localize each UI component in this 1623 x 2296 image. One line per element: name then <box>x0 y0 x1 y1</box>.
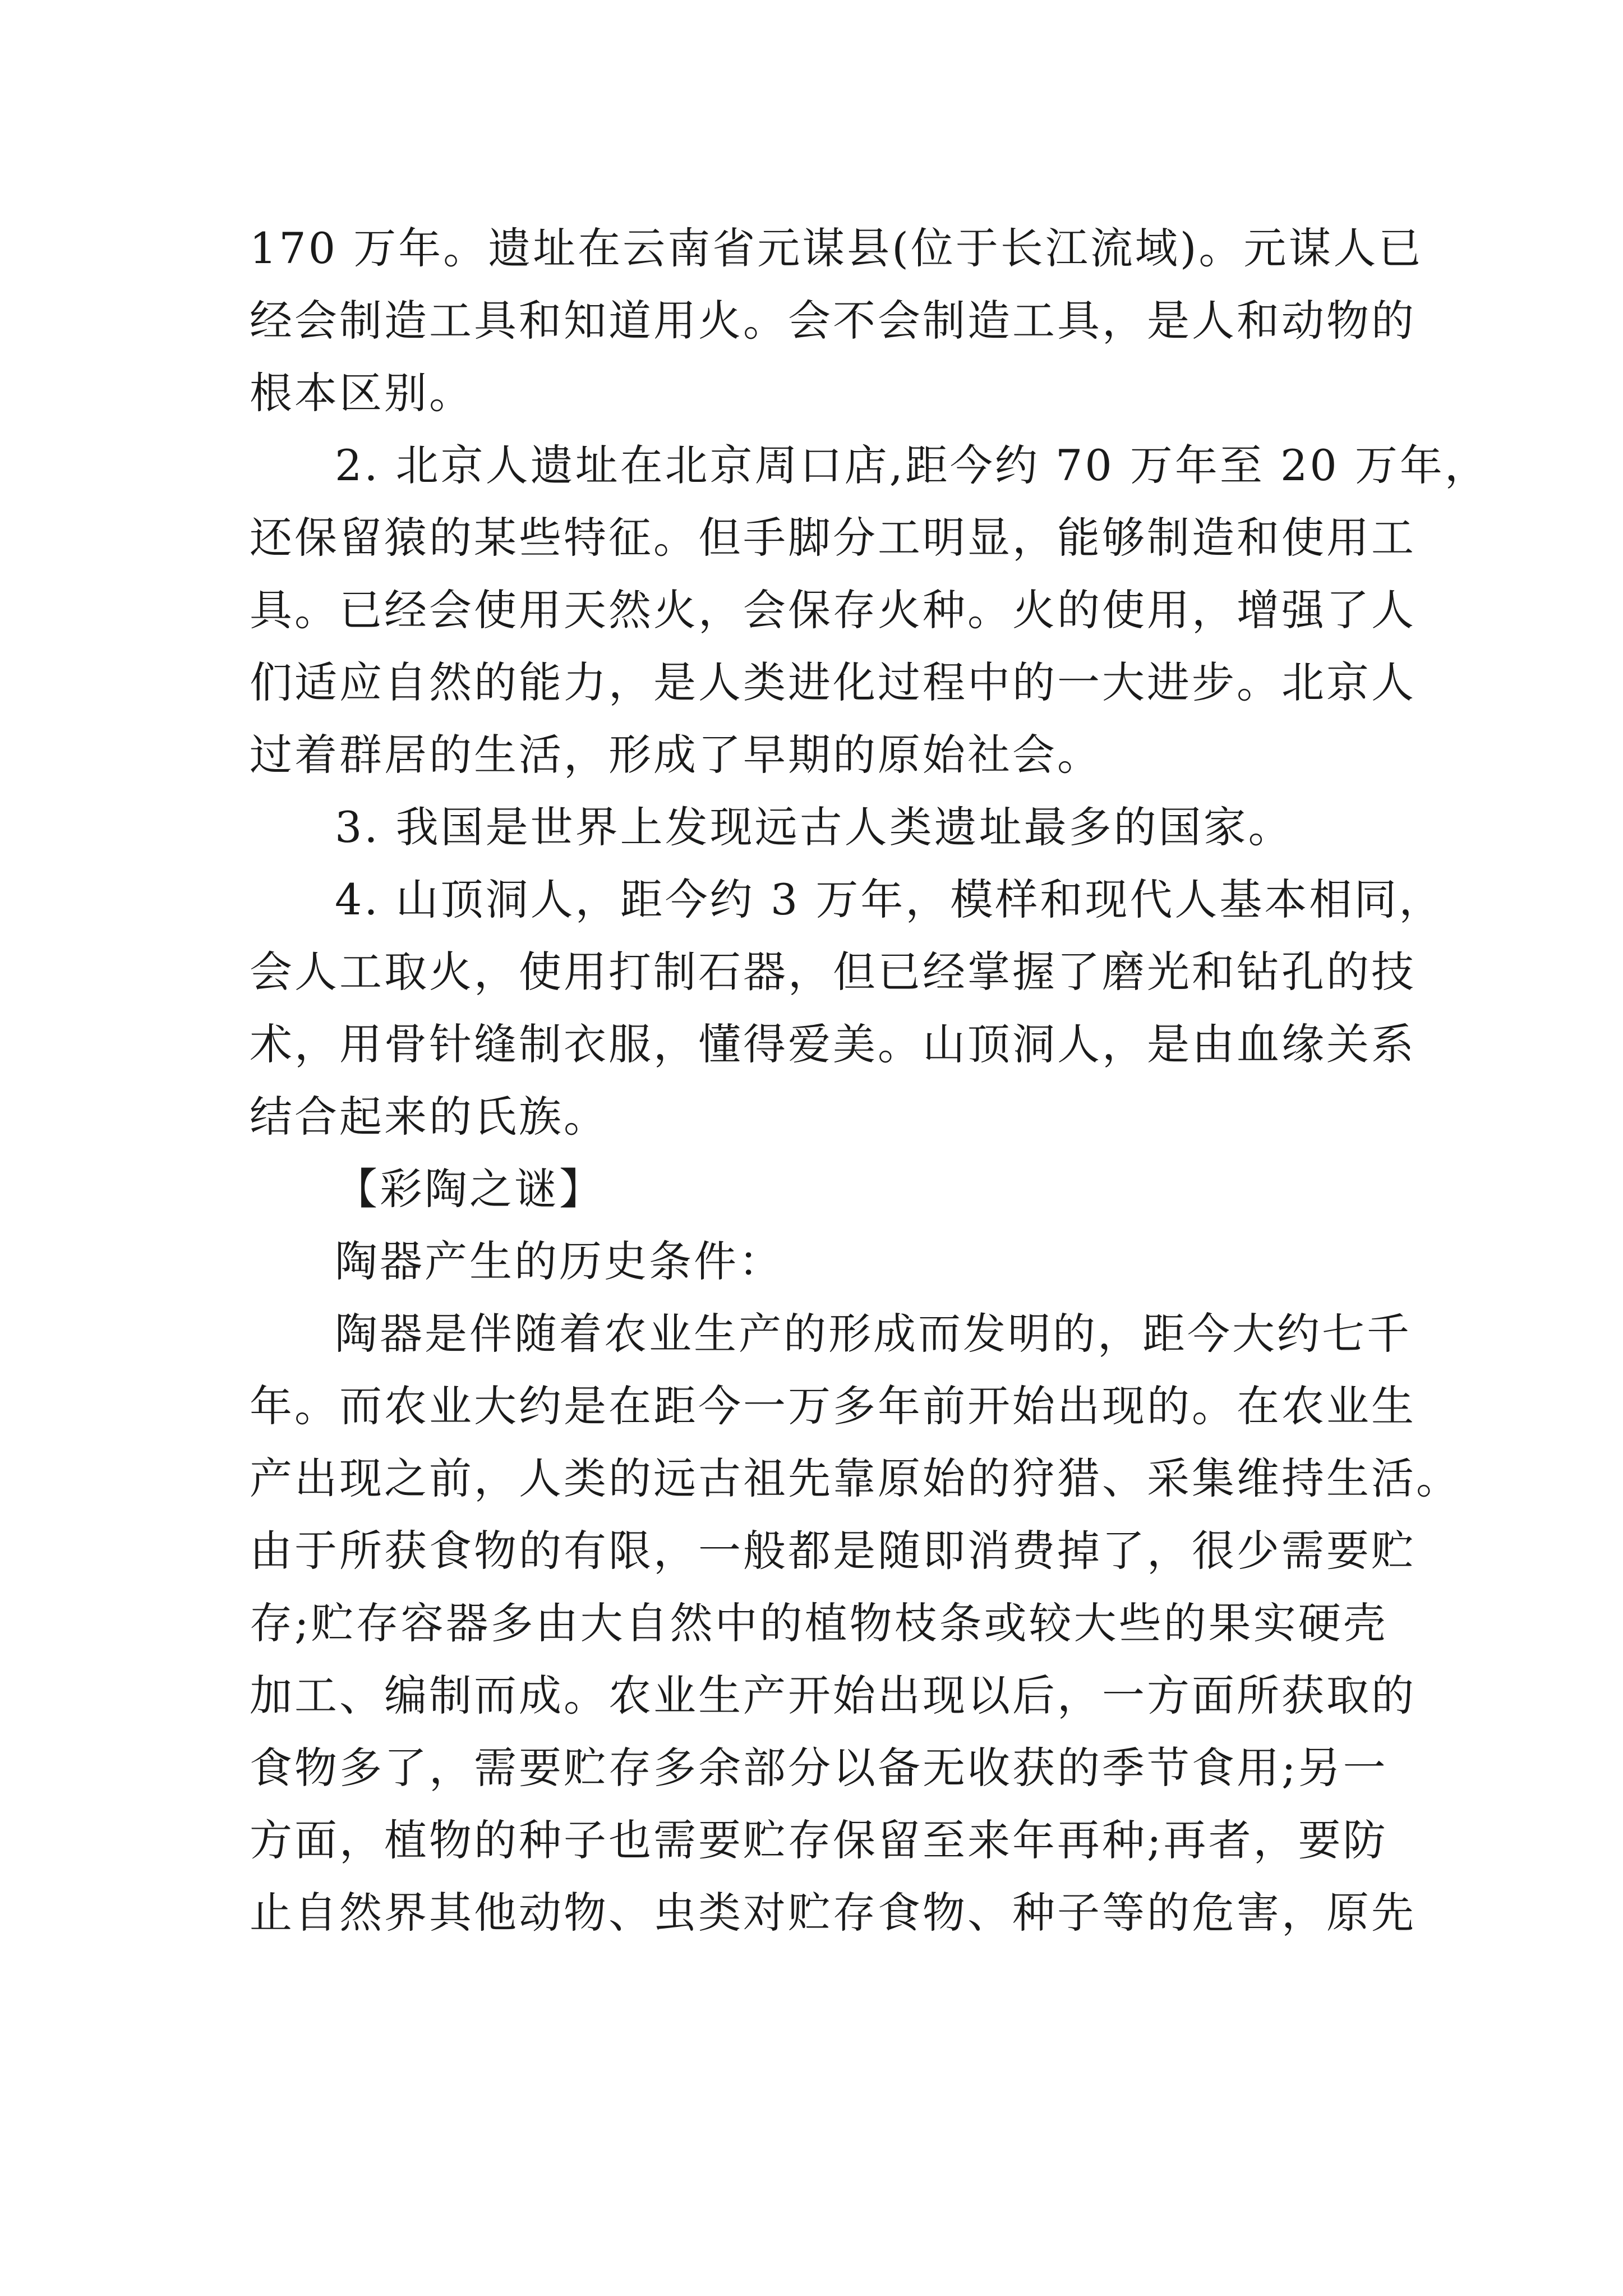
text-line: 【彩陶之谜】 <box>335 1164 604 1214</box>
text-line: 结合起来的氏族。 <box>250 1092 608 1142</box>
text-line: 产出现之前，人类的远古祖先靠原始的狩猎、采集维持生活。 <box>250 1453 1461 1503</box>
text-line: 加工、编制而成。农业生产开始出现以后，一方面所获取的 <box>250 1671 1416 1720</box>
text-line: 食物多了，需要贮存多余部分以备无收获的季节食用;另一 <box>250 1743 1388 1793</box>
text-line: 由于所获食物的有限，一般都是随即消费掉了，很少需要贮 <box>250 1526 1416 1576</box>
text-line: 还保留猿的某些特征。但手脚分工明显，能够制造和使用工 <box>250 513 1416 563</box>
text-line: 4. 山顶洞人，距今约 3 万年，模样和现代人基本相同， <box>335 875 1444 924</box>
text-line: 具。已经会使用天然火，会保存火种。火的使用，增强了人 <box>250 585 1416 635</box>
text-line: 3. 我国是世界上发现远古人类遗址最多的国家。 <box>335 802 1293 852</box>
text-line: 陶器是伴随着农业生产的形成而发明的，距今大约七千 <box>335 1309 1412 1359</box>
text-line: 根本区别。 <box>250 368 474 418</box>
text-line: 年。而农业大约是在距今一万多年前开始出现的。在农业生 <box>250 1381 1416 1431</box>
text-line: 存;贮存容器多由大自然中的植物枝条或较大些的果实硬壳 <box>250 1598 1388 1648</box>
text-line: 们适应自然的能力，是人类进化过程中的一大进步。北京人 <box>250 657 1416 707</box>
text-line: 方面，植物的种子也需要贮存保留至来年再种;再者，要防 <box>250 1815 1388 1865</box>
text-line: 经会制造工具和知道用火。会不会制造工具，是人和动物的 <box>250 296 1416 346</box>
text-line: 陶器产生的历史条件： <box>335 1236 783 1286</box>
document-body <box>250 212 1490 1949</box>
text-line: 过着群居的生活，形成了早期的原始社会。 <box>250 730 1102 780</box>
text-line: 2. 北京人遗址在北京周口店,距今约 70 万年至 20 万年， <box>335 440 1490 490</box>
text-line: 术，用骨针缝制衣服，懂得爱美。山顶洞人，是由血缘关系 <box>250 1019 1416 1069</box>
text-line: 会人工取火，使用打制石器，但已经掌握了磨光和钻孔的技 <box>250 947 1416 997</box>
text-line: 170 万年。遗址在云南省元谋县(位于长江流域)。元谋人已 <box>250 223 1423 273</box>
text-line: 止自然界其他动物、虫类对贮存食物、种子等的危害，原先 <box>250 1888 1416 1938</box>
